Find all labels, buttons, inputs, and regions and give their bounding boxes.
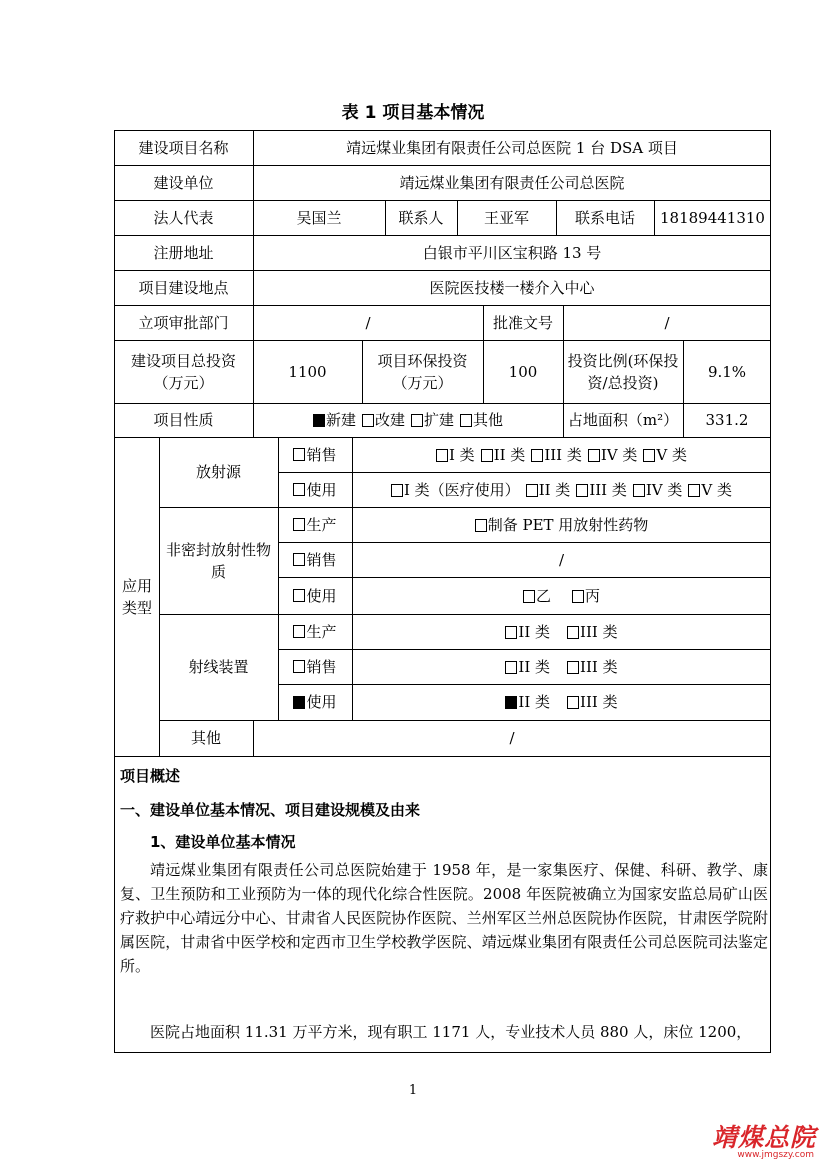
device-produce-classes: II 类 III 类 — [352, 614, 771, 649]
investment-ratio-label: 投资比例(环保投资/总投资) — [567, 351, 679, 392]
checkbox-device-produce[interactable] — [293, 625, 305, 638]
checkbox-pet-drug[interactable] — [475, 519, 487, 532]
unsealed-use-classes: 乙 丙 — [352, 577, 771, 614]
checkbox-unsealed-use[interactable] — [293, 589, 305, 602]
section-heading: 一、建设单位基本情况、项目建设规模及由来 — [120, 801, 421, 819]
overview-heading: 项目概述 — [120, 767, 181, 785]
checkbox-source-use[interactable] — [293, 483, 305, 496]
other-value: / — [509, 729, 515, 747]
unsealed-produce: 生产 — [278, 507, 352, 542]
checkbox-class-3[interactable] — [567, 696, 579, 709]
checkbox-unsealed-sale[interactable] — [293, 553, 305, 566]
unsealed-sale-value: / — [558, 550, 565, 569]
page-number: 1 — [408, 1083, 418, 1098]
unsealed-sale: 销售 — [278, 542, 352, 577]
checkbox-class-3[interactable] — [531, 449, 543, 462]
project-name-label: 建设项目名称 — [138, 138, 229, 157]
checkbox-class-2[interactable] — [481, 449, 493, 462]
checkbox-device-sale[interactable] — [293, 660, 305, 673]
total-investment-value: 1100 — [288, 362, 327, 381]
checkbox-rebuild[interactable] — [362, 414, 374, 427]
area-label: 占地面积（m²） — [567, 411, 679, 429]
checkbox-other[interactable] — [460, 414, 472, 427]
address-value: 白银市平川区宝积路 13 号 — [422, 243, 602, 262]
radioactive-source-label: 放射源 — [195, 463, 241, 481]
checkbox-device-use-checked[interactable] — [293, 696, 305, 709]
other-label: 其他 — [190, 729, 221, 747]
device-sale: 销售 — [278, 649, 352, 684]
checkbox-class-3[interactable] — [576, 484, 588, 497]
checkbox-class-5[interactable] — [688, 484, 700, 497]
approval-no-value: / — [664, 313, 670, 332]
env-investment-value: 100 — [508, 362, 538, 381]
checkbox-class-4[interactable] — [588, 449, 600, 462]
overview-paragraph-2: 医院占地面积 11.31 万平方米，现有职工 1171 人，专业技术人员 880 人，床位 1200， — [150, 1023, 752, 1041]
site-value: 医院医技楼一楼介入中心 — [429, 278, 595, 297]
source-sale-classes: I 类 II 类 III 类 IV 类 V 类 — [352, 437, 771, 472]
overview-paragraph-1: 靖远煤业集团有限责任公司总医院始建于 1958 年，是一家集医疗、保健、科研、教学、康复、卫生预防和工业预防为一体的现代化综合性医院。2008 年医院被确立为国家安监总局矿山医疗救护中心靖远分中心、甘肃省人民医院协作医院、兰州军区兰州总医院协作医院，甘肃医学院附属医院，甘肃省中医学校和定西市卫生学校教学医院、靖远煤业集团有限责任公司总医院司法鉴定所。 — [120, 861, 768, 975]
watermark-logo: 靖煤总院 — [711, 1123, 816, 1152]
nature-options: 新建 改建 扩建 其他 — [253, 403, 563, 437]
phone-label: 联系电话 — [574, 208, 635, 227]
phone-value: 18189441310 — [660, 208, 765, 227]
checkbox-class-2[interactable] — [505, 661, 517, 674]
checkbox-class-4[interactable] — [633, 484, 645, 497]
subsection-heading: 1、建设单位基本情况 — [150, 833, 296, 851]
checkbox-class-2[interactable] — [526, 484, 538, 497]
investment-ratio-value: 9.1% — [707, 362, 747, 381]
checkbox-class-c[interactable] — [572, 590, 584, 603]
checkbox-class-1-medical[interactable] — [391, 484, 403, 497]
address-label: 注册地址 — [153, 243, 214, 262]
checkbox-new-checked[interactable] — [313, 414, 325, 427]
checkbox-class-b[interactable] — [523, 590, 535, 603]
checkbox-class-2-checked[interactable] — [505, 696, 517, 709]
checkbox-unsealed-produce[interactable] — [293, 518, 305, 531]
nature-label: 项目性质 — [153, 411, 214, 429]
table-title: 表 1 项目基本情况 — [341, 103, 485, 123]
device-use: 使用 — [278, 684, 352, 720]
legal-rep-value: 吴国兰 — [296, 208, 342, 227]
application-type-label: 应用类型 — [121, 576, 152, 617]
total-investment-label: 建设项目总投资（万元） — [130, 351, 236, 392]
device-use-classes: II 类 III 类 — [352, 684, 771, 720]
approval-dept-label: 立项审批部门 — [138, 313, 229, 332]
approval-no-label: 批准文号 — [492, 313, 553, 332]
checkbox-class-3[interactable] — [567, 626, 579, 639]
unsealed-produce-option: 制备 PET 用放射性药物 — [352, 507, 771, 542]
checkbox-class-2[interactable] — [505, 626, 517, 639]
checkbox-source-sale[interactable] — [293, 448, 305, 461]
source-sale: 销售 — [278, 437, 352, 472]
builder-value: 靖远煤业集团有限责任公司总医院 — [399, 173, 625, 192]
source-use: 使用 — [278, 472, 352, 507]
site-label: 项目建设地点 — [138, 278, 229, 297]
builder-label: 建设单位 — [153, 173, 214, 192]
approval-dept-value: / — [365, 313, 371, 332]
device-sale-classes: II 类 III 类 — [352, 649, 771, 684]
checkbox-class-5[interactable] — [643, 449, 655, 462]
contact-label: 联系人 — [398, 208, 444, 227]
source-use-classes: I 类（医疗使用） II 类 III 类 IV 类 V 类 — [352, 472, 771, 507]
area-value: 331.2 — [705, 411, 749, 429]
env-investment-label: 项目环保投资（万元） — [377, 351, 468, 392]
watermark-url: www.jmgszy.com — [737, 1150, 814, 1160]
contact-value: 王亚军 — [483, 208, 529, 227]
unsealed-use: 使用 — [278, 577, 352, 614]
checkbox-expand[interactable] — [411, 414, 423, 427]
checkbox-class-1[interactable] — [436, 449, 448, 462]
checkbox-class-3[interactable] — [567, 661, 579, 674]
ray-device-label: 射线装置 — [188, 658, 249, 676]
unsealed-material-label: 非密封放射性物质 — [165, 540, 271, 581]
device-produce: 生产 — [278, 614, 352, 649]
project-name-value: 靖远煤业集团有限责任公司总医院 1 台 DSA 项目 — [346, 138, 678, 157]
legal-rep-label: 法人代表 — [153, 208, 214, 227]
